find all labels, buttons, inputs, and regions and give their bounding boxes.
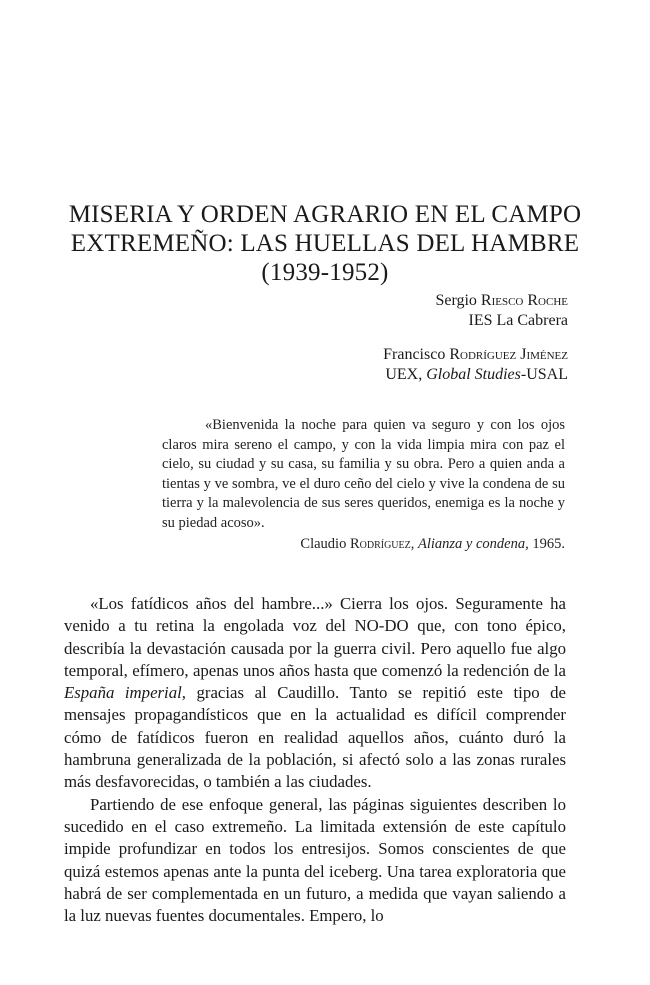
title-line-3: (1939-1952) [261,259,389,286]
author-1-surname: Riesco Roche [480,292,568,309]
title-line-2: EXTREMEÑO: LAS HUELLAS DEL HAMBRE [70,230,580,257]
author-2-affiliation [383,365,568,385]
author-1-affiliation-text: IES La Cabrera [468,312,568,329]
paragraph-1 [64,593,566,794]
paragraph-2: Partiendo de ese enfoque general, las páginas siguientes describen lo sucedido en el caso extremeño. La limitada extensión de este capítulo impide profundizar en todos los entresijos. Somos conscientes de que quizá estemos apenas ante la punta del iceberg. Una tarea exploratoria que habrá de ser complementada en un futuro, a medida que vayan saliendo a la luz nuevas fuentes documentales. Empero, lo [64,794,566,926]
epigraph-source-surname: Rodríguez [349,535,411,552]
author-2-affiliation-post: -USAL [520,366,568,383]
author-1-name [383,291,568,311]
title-line-1: MISERIA Y ORDEN AGRARIO EN EL CAMPO [68,201,582,228]
author-2-affiliation-italic: Global Studies [426,366,521,383]
author-1-affiliation [383,311,568,331]
epigraph-source-work: Alianza y condena, [418,535,529,552]
paragraph-1-italic: España imperial, [64,683,186,703]
epigraph-source-given: Claudio [300,535,347,552]
paragraph-1-post: gracias al Caudillo. Tanto se repitió este tipo de mensajes propagandísticos que en la actualidad es difícil comprender cómo de fatídicos fueron en realidad aquellos años, cuánto duró la hambruna generalizada de la población, si afectó solo a las zonas rurales más desfavorecidas, o también a las ciudades. [64,683,566,792]
author-2-surname: Rodríguez Jiménez [449,346,568,363]
epigraph-source-year: 1965. [532,535,565,552]
epigraph-source: Claudio Rodríguez, Alianza y condena, 1965. [300,535,565,552]
author-2-given: Francisco [383,346,446,363]
author-block [383,291,568,385]
paragraph-1-pre: «Los fatídicos años del hambre...» Cierra los ojos. Seguramente ha venido a tu retina la engolada voz del NO-DO que, con tono épico, describía la devastación causada por la guerra civil. Pero aquello fue algo temporal, efímero, apenas unos años hasta que comenzó la redención de la [64,594,566,680]
author-2-name [383,345,568,365]
author-2-affiliation-pre: UEX, [385,366,427,383]
epigraph [162,416,565,554]
author-1-given: Sergio [435,292,477,309]
author-gap [383,331,568,345]
chapter-title [60,200,590,287]
epigraph-quote: «Bienvenida la noche para quien va seguro y con los ojos claros mira sereno el campo, y con la vida limpia mira con paz el cielo, su ciudad y su casa, su familia y su obra. Pero a quien anda a tientas y ve sombra, ve el duro ceño del cielo y vive la condena de su tierra y la malevolencia de sus seres queridos, enemiga es la noche y su piedad acoso». [162,417,565,531]
body-text [64,593,566,927]
